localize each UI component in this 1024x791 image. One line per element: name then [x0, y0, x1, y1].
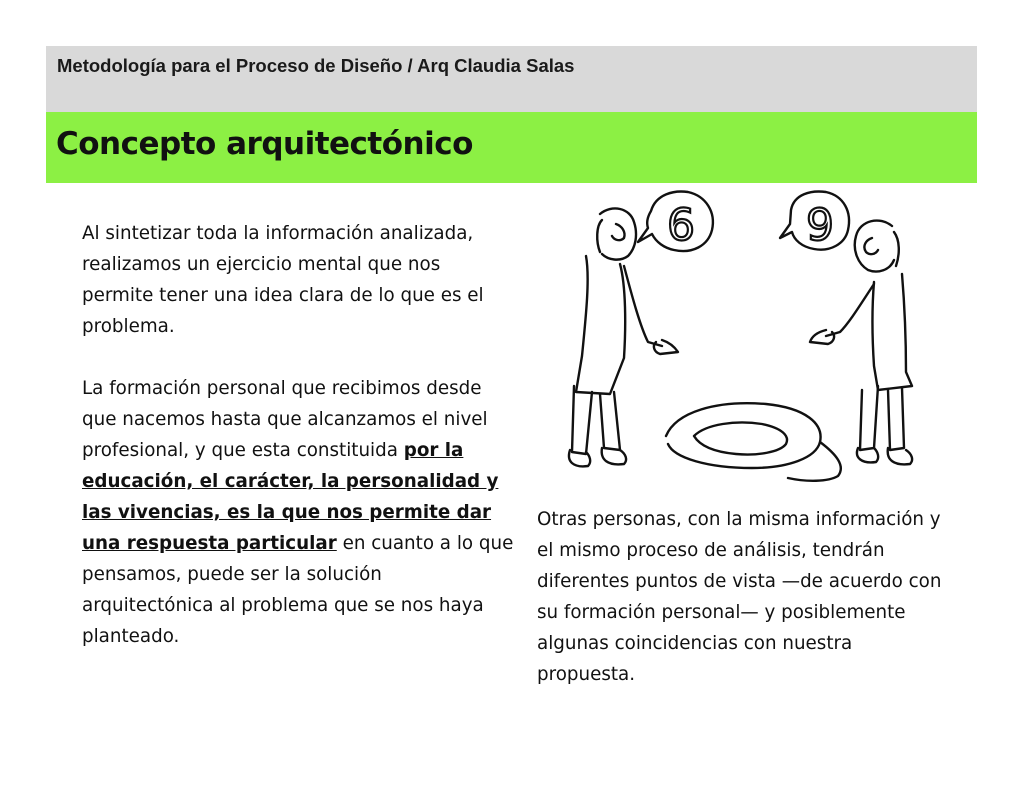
paragraph-other-people: Otras personas, con la misma información y el mismo proceso de análisis, tendrán diferentes puntos de vista —de acuerdo con su formación personal— y posiblemente algunas coincidencias con nuestra propuesta. — [537, 509, 942, 685]
left-person-figure — [569, 208, 678, 466]
paragraph-synthesis: Al sintetizar toda la información analizada, realizamos un ejercicio mental que nos permite tener una idea clara de lo que es el problema. — [82, 223, 484, 337]
header-bar — [46, 46, 977, 112]
left-bubble-numeral: 6 — [667, 200, 695, 251]
paragraph-formation — [82, 373, 516, 652]
right-text-column — [537, 504, 942, 690]
title-bar — [46, 112, 977, 183]
right-bubble-numeral: 9 — [806, 200, 834, 251]
paragraph-formation-start: La formación personal que recibimos desde que nacemos hasta que alcanzamos el nivel profesional, y que esta constituida — [82, 378, 488, 461]
right-person-figure — [810, 221, 912, 465]
paragraph-formation-emphasis: por la educación, el carácter, la personalidad y las vivencias, es la que nos permite dar una respuesta particular — [82, 440, 499, 554]
two-people-six-nine-illustration — [556, 186, 926, 486]
presentation-subtitle: Metodología para el Proceso de Diseño / Arq Claudia Salas — [57, 55, 575, 76]
paragraph-formation-end: en cuanto a lo que pensamos, puede ser la solución arquitectónica al problema que se nos haya planteado. — [82, 533, 514, 647]
left-text-column — [82, 218, 516, 652]
floor-six-outline — [666, 403, 821, 468]
slide-title: Concepto arquitectónico — [56, 126, 473, 162]
